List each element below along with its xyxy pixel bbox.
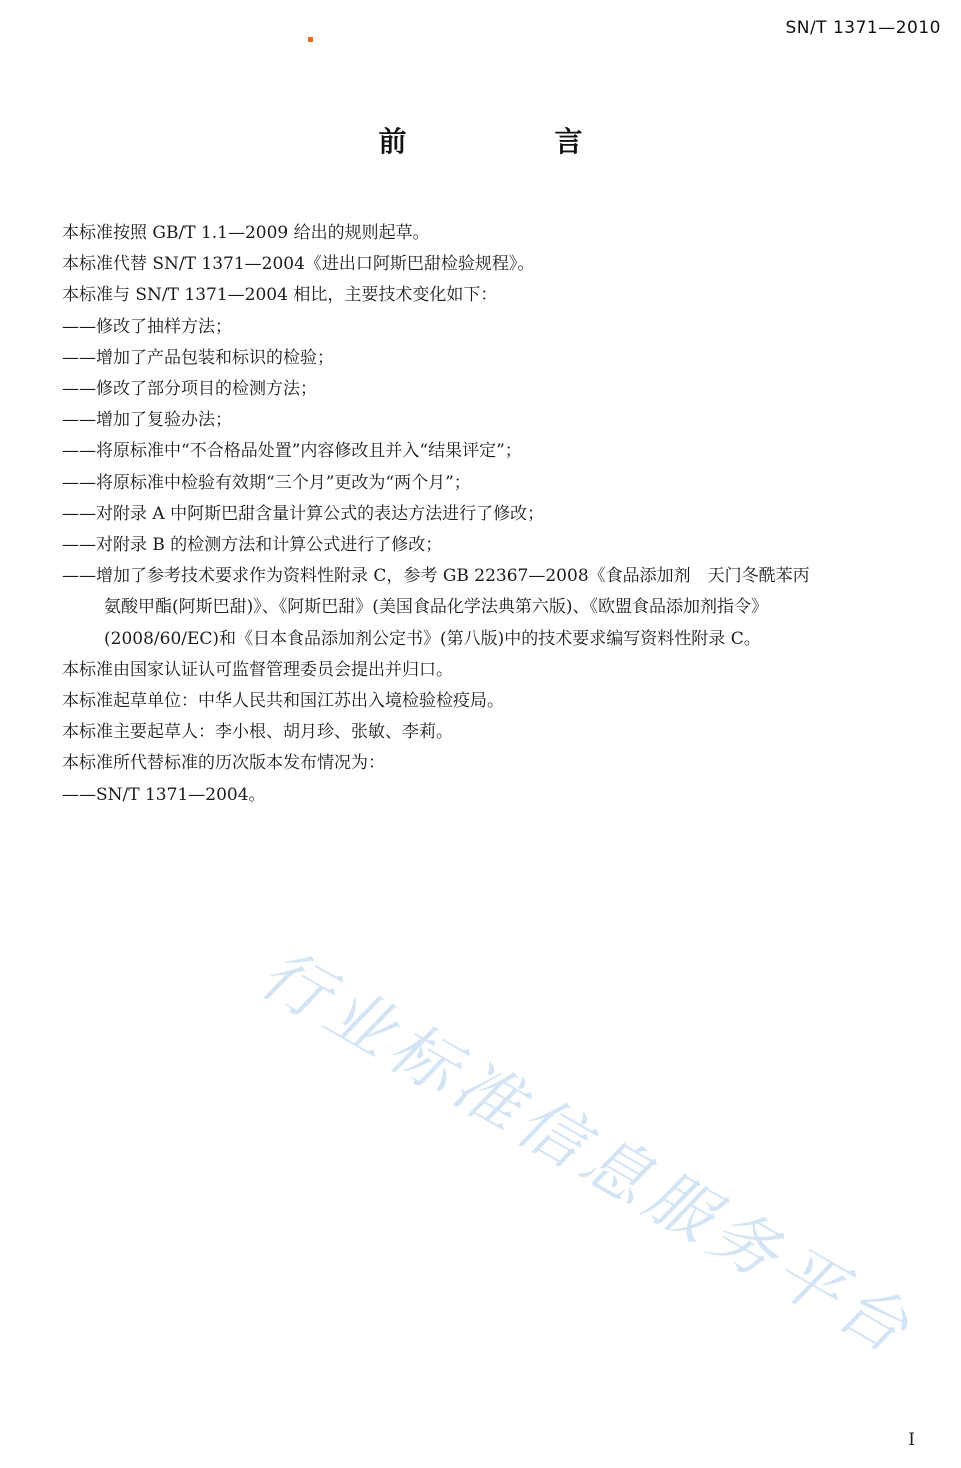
list-item: ——SN/T 1371—2004。 xyxy=(62,784,266,805)
list-item: ——修改了部分项目的检测方法； xyxy=(62,379,317,400)
paragraph-drafting-unit: 本标准起草单位：中华人民共和国江苏出入境检验检疫局。 xyxy=(62,691,504,712)
standard-code: SN/T 1371—2010 xyxy=(785,18,941,38)
list-item: ——将原标准中检验有效期“三个月”更改为“两个月”； xyxy=(62,472,471,493)
paragraph-drafting-rules: 本标准按照 GB/T 1.1—2009 给出的规则起草。 xyxy=(62,223,430,243)
page-number: I xyxy=(908,1430,915,1450)
list-item: ——修改了抽样方法； xyxy=(62,316,232,337)
list-item: ——对附录 A 中阿斯巴甜含量计算公式的表达方法进行了修改； xyxy=(62,503,545,524)
paragraph-drafters: 本标准主要起草人：李小根、胡月珍、张敏、李莉。 xyxy=(62,722,453,743)
paragraph-history-intro: 本标准所代替标准的历次版本发布情况为： xyxy=(62,753,385,774)
list-item: ——增加了产品包装和标识的检验； xyxy=(62,347,334,368)
paragraph-changes-intro: 本标准与 SN/T 1371—2004 相比，主要技术变化如下： xyxy=(62,285,498,306)
paragraph-proposer: 本标准由国家认证认可监督管理委员会提出并归口。 xyxy=(62,659,453,680)
watermark: 行业标准信息服务平台 xyxy=(247,934,928,1372)
page-title: 前 言 xyxy=(378,125,643,158)
list-item-continuation: 氨酸甲酯(阿斯巴甜)》、《阿斯巴甜》(美国食品化学法典第六版)、《欧盟食品添加剂指令》 xyxy=(104,597,769,618)
foreword-body xyxy=(62,218,947,811)
orange-mark xyxy=(308,37,313,42)
paragraph-replaces: 本标准代替 SN/T 1371—2004《进出口阿斯巴甜检验规程》。 xyxy=(62,254,535,275)
list-item: ——将原标准中“不合格品处置”内容修改且并入“结果评定”； xyxy=(62,441,522,462)
list-item: ——对附录 B 的检测方法和计算公式进行了修改； xyxy=(62,535,443,556)
list-item: ——增加了参考技术要求作为资料性附录 C，参考 GB 22367—2008《食品添加剂 天门冬酰苯丙 xyxy=(62,566,810,587)
list-item: ——增加了复验办法； xyxy=(62,410,232,431)
list-item-continuation: (2008/60/EC)和《日本食品添加剂公定书》(第八版)中的技术要求编写资料性附录 C。 xyxy=(104,628,761,649)
